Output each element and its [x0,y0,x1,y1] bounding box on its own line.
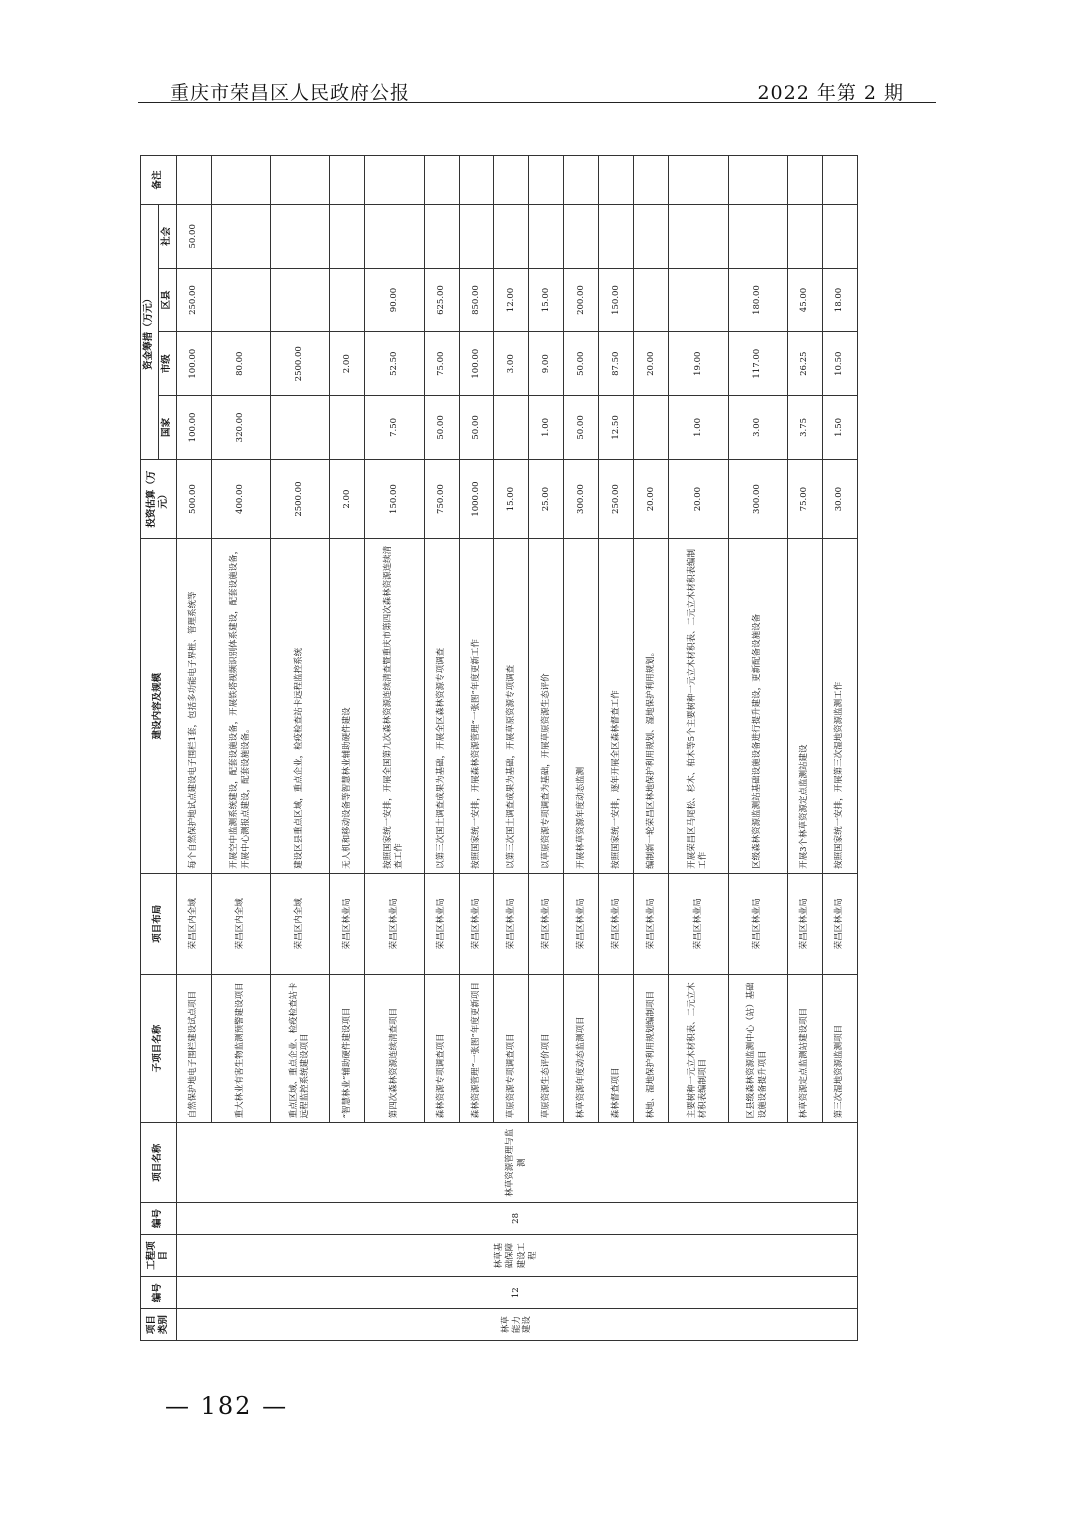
cell-social [494,204,529,268]
cell-remark [599,156,634,205]
cell-investment: 500.00 [176,459,211,539]
cell-city: 52.50 [365,332,424,396]
cell-district: 90.00 [365,268,424,332]
cell-social: 50.00 [176,204,211,268]
cell-remark [494,156,529,205]
header-no2: 编号 [141,1203,177,1235]
header-district: 区县 [158,268,176,332]
cell-content: 区级森林资源监测站基础设施设备进行提升建设，更新配备设施设备 [728,539,787,873]
cell-content: 按照国家统一安排，开展森林资源管理“一张图”年度更新工作 [459,539,494,873]
cell-investment: 750.00 [424,459,459,539]
cell-layout: 荣昌区林业局 [330,873,365,974]
cell-content: 按照国家统一安排，逐年开展全区森林督查工作 [599,539,634,873]
cell-remark [669,156,728,205]
cell-social [669,204,728,268]
cell-investment: 150.00 [365,459,424,539]
cell-layout: 荣昌区内全域 [176,873,211,974]
cell-content: 按照国家统一安排，开展全国第九次森林资源连续清查暨重庆市第四次森林资源连续清查工作 [365,539,424,873]
cell-investment: 20.00 [634,459,669,539]
cell-city: 87.50 [599,332,634,396]
cell-city: 26.25 [787,332,822,396]
cell-investment: 250.00 [599,459,634,539]
cell-no2: 28 [176,1203,857,1235]
cell-district: 15.00 [529,268,564,332]
cell-city: 75.00 [424,332,459,396]
cell-sub-project: 林草资源年度动态监测项目 [564,974,599,1123]
cell-layout: 荣昌区内全域 [270,873,329,974]
cell-remark [728,156,787,205]
cell-city: 50.00 [564,332,599,396]
cell-sub-project: 自然保护地电子围栏建设试点项目 [176,974,211,1123]
cell-city: 9.00 [529,332,564,396]
cell-content: 每个自然保护地试点建设电子围栏1套，包括多功能电子界桩、管理系统等 [176,539,211,873]
cell-category: 林草能力建设 [176,1309,857,1341]
header-engineering: 工程项目 [141,1234,177,1276]
cell-remark [459,156,494,205]
cell-layout: 荣昌区林业局 [564,873,599,974]
cell-sub-project: 第四次森林资源连续清查项目 [365,974,424,1123]
rotated-table-frame [140,155,858,1341]
cell-city: 2500.00 [270,332,329,396]
cell-remark [211,156,270,205]
cell-remark [176,156,211,205]
cell-sub-project: 重点区域、重点企业、检疫检查站卡远程监控系统建设项目 [270,974,329,1123]
cell-investment: 25.00 [529,459,564,539]
cell-city: 80.00 [211,332,270,396]
cell-layout: 荣昌区林业局 [634,873,669,974]
cell-city: 117.00 [728,332,787,396]
cell-district: 45.00 [787,268,822,332]
cell-district: 625.00 [424,268,459,332]
cell-city: 20.00 [634,332,669,396]
header-investment: 投资估算（万元） [141,459,177,539]
cell-district: 150.00 [599,268,634,332]
cell-investment: 1000.00 [459,459,494,539]
cell-district [669,268,728,332]
cell-remark [787,156,822,205]
cell-national: 1.00 [669,396,728,460]
cell-content: 按照国家统一安排，开展第三次湿地资源监测工作 [822,539,857,873]
cell-social [424,204,459,268]
rotated-table-container [140,155,858,1341]
header-no1: 编号 [141,1277,177,1309]
table-body [176,156,857,1341]
cell-remark [424,156,459,205]
cell-layout: 荣昌区林业局 [459,873,494,974]
cell-project-name: 林草资源管理与监测 [176,1123,857,1203]
cell-social [270,204,329,268]
cell-remark [822,156,857,205]
cell-national: 12.50 [599,396,634,460]
cell-content: 开展林草资源年度动态监测 [564,539,599,873]
cell-content: 编制新一轮荣昌区林地保护利用规划、湿地保护利用规划。 [634,539,669,873]
cell-remark [634,156,669,205]
cell-sub-project: “智慧林业”辅助硬件建设项目 [330,974,365,1123]
cell-national: 50.00 [424,396,459,460]
cell-investment: 15.00 [494,459,529,539]
cell-national: 50.00 [564,396,599,460]
cell-district: 180.00 [728,268,787,332]
cell-district [330,268,365,332]
cell-content: 以第三次国土调查成果为基础，开展全区森林资源专项调查 [424,539,459,873]
cell-social [822,204,857,268]
cell-social [365,204,424,268]
cell-district [211,268,270,332]
cell-national: 7.50 [365,396,424,460]
cell-investment: 2.00 [330,459,365,539]
cell-investment: 2500.00 [270,459,329,539]
cell-layout: 荣昌区林业局 [494,873,529,974]
cell-social [787,204,822,268]
bulletin-title: 重庆市荣昌区人民政府公报 [170,82,411,104]
header-sub-project: 子项目名称 [141,974,177,1123]
cell-remark [564,156,599,205]
cell-layout: 荣昌区林业局 [365,873,424,974]
cell-investment: 30.00 [822,459,857,539]
header-remark: 备注 [141,156,177,205]
cell-sub-project: 草原资源生态评价项目 [529,974,564,1123]
cell-city: 10.50 [822,332,857,396]
cell-social [330,204,365,268]
cell-social [211,204,270,268]
cell-national [270,396,329,460]
page-number: — 182 — [165,1392,289,1420]
cell-city: 100.00 [459,332,494,396]
cell-sub-project: 第三次湿地资源监测项目 [822,974,857,1123]
cell-sub-project: 主要树种一元立木材积表、二元立木材积表编制项目 [669,974,728,1123]
cell-investment: 75.00 [787,459,822,539]
cell-engineering: 林草基础保障建设工程 [176,1234,857,1276]
cell-content: 开展荣昌区马尾松、杉木、柏木等5个主要树种一元立木材积表、二元立木材积表编制工作 [669,539,728,873]
cell-national: 3.75 [787,396,822,460]
cell-district: 250.00 [176,268,211,332]
cell-investment: 300.00 [564,459,599,539]
cell-content: 开展3个林草资源定点监测站建设 [787,539,822,873]
header-category: 项目类别 [141,1309,177,1341]
cell-district: 12.00 [494,268,529,332]
cell-investment: 20.00 [669,459,728,539]
cell-national: 3.00 [728,396,787,460]
cell-national: 50.00 [459,396,494,460]
header-project-name: 项目名称 [141,1123,177,1203]
cell-content: 无人机和移动设备等智慧林业辅助硬件建设 [330,539,365,873]
cell-sub-project: 森林督查项目 [599,974,634,1123]
cell-district: 850.00 [459,268,494,332]
cell-content: 建设区县重点区域，重点企业，检疫检查站卡远程监控系统 [270,539,329,873]
cell-national: 1.50 [822,396,857,460]
project-table [140,155,858,1341]
cell-layout: 荣昌区林业局 [529,873,564,974]
cell-investment: 300.00 [728,459,787,539]
cell-content: 以第三次国土调查成果为基础，开展草原资源专项调查 [494,539,529,873]
header-city: 市级 [158,332,176,396]
header-content: 建设内容及规模 [141,539,177,873]
cell-layout: 荣昌区林业局 [728,873,787,974]
cell-sub-project: 森林资源专项调查项目 [424,974,459,1123]
cell-national: 320.00 [211,396,270,460]
cell-national [494,396,529,460]
cell-investment: 400.00 [211,459,270,539]
cell-layout: 荣昌区林业局 [424,873,459,974]
cell-city: 3.00 [494,332,529,396]
cell-sub-project: 区县级森林资源监测中心（站）基础设施设备提升项目 [728,974,787,1123]
cell-remark [365,156,424,205]
cell-district: 200.00 [564,268,599,332]
cell-remark [270,156,329,205]
cell-remark [529,156,564,205]
cell-social [728,204,787,268]
cell-sub-project: 森林资源管理“一张图”年度更新项目 [459,974,494,1123]
cell-no1: 12 [176,1277,857,1309]
cell-national [634,396,669,460]
cell-city: 2.00 [330,332,365,396]
cell-sub-project: 重大林业有害生物监测预警建设项目 [211,974,270,1123]
cell-social [599,204,634,268]
header-divider [138,102,936,103]
cell-district [270,268,329,332]
cell-social [634,204,669,268]
cell-layout: 荣昌区内全域 [211,873,270,974]
cell-layout: 荣昌区林业局 [599,873,634,974]
cell-city: 19.00 [669,332,728,396]
cell-social [564,204,599,268]
header-funding: 资金筹措（万元） [141,204,159,459]
cell-content: 以草原资源专项调查为基础，开展草原资源生态评价 [529,539,564,873]
cell-social [529,204,564,268]
cell-national: 1.00 [529,396,564,460]
cell-district [634,268,669,332]
header-social: 社会 [158,204,176,268]
issue-number: 2022 年第 2 期 [757,82,904,104]
table-row [176,156,211,1341]
cell-layout: 荣昌区林业局 [787,873,822,974]
cell-national [330,396,365,460]
cell-layout: 荣昌区林业局 [822,873,857,974]
cell-social [459,204,494,268]
header-national: 国家 [158,396,176,460]
cell-sub-project: 草原资源专项调查项目 [494,974,529,1123]
cell-city: 100.00 [176,332,211,396]
cell-sub-project: 林地、湿地保护利用规划编制项目 [634,974,669,1123]
cell-national: 100.00 [176,396,211,460]
cell-remark [330,156,365,205]
cell-district: 18.00 [822,268,857,332]
cell-sub-project: 林草资源定点监测站建设项目 [787,974,822,1123]
cell-content: 开展空中监测系统建设，配套设施设备，开展铁塔视频识别体系建设，配套设施设备，开展中心测报点建设，配套设施设备。 [211,539,270,873]
cell-layout: 荣昌区林业局 [669,873,728,974]
header-layout: 项目布局 [141,873,177,974]
